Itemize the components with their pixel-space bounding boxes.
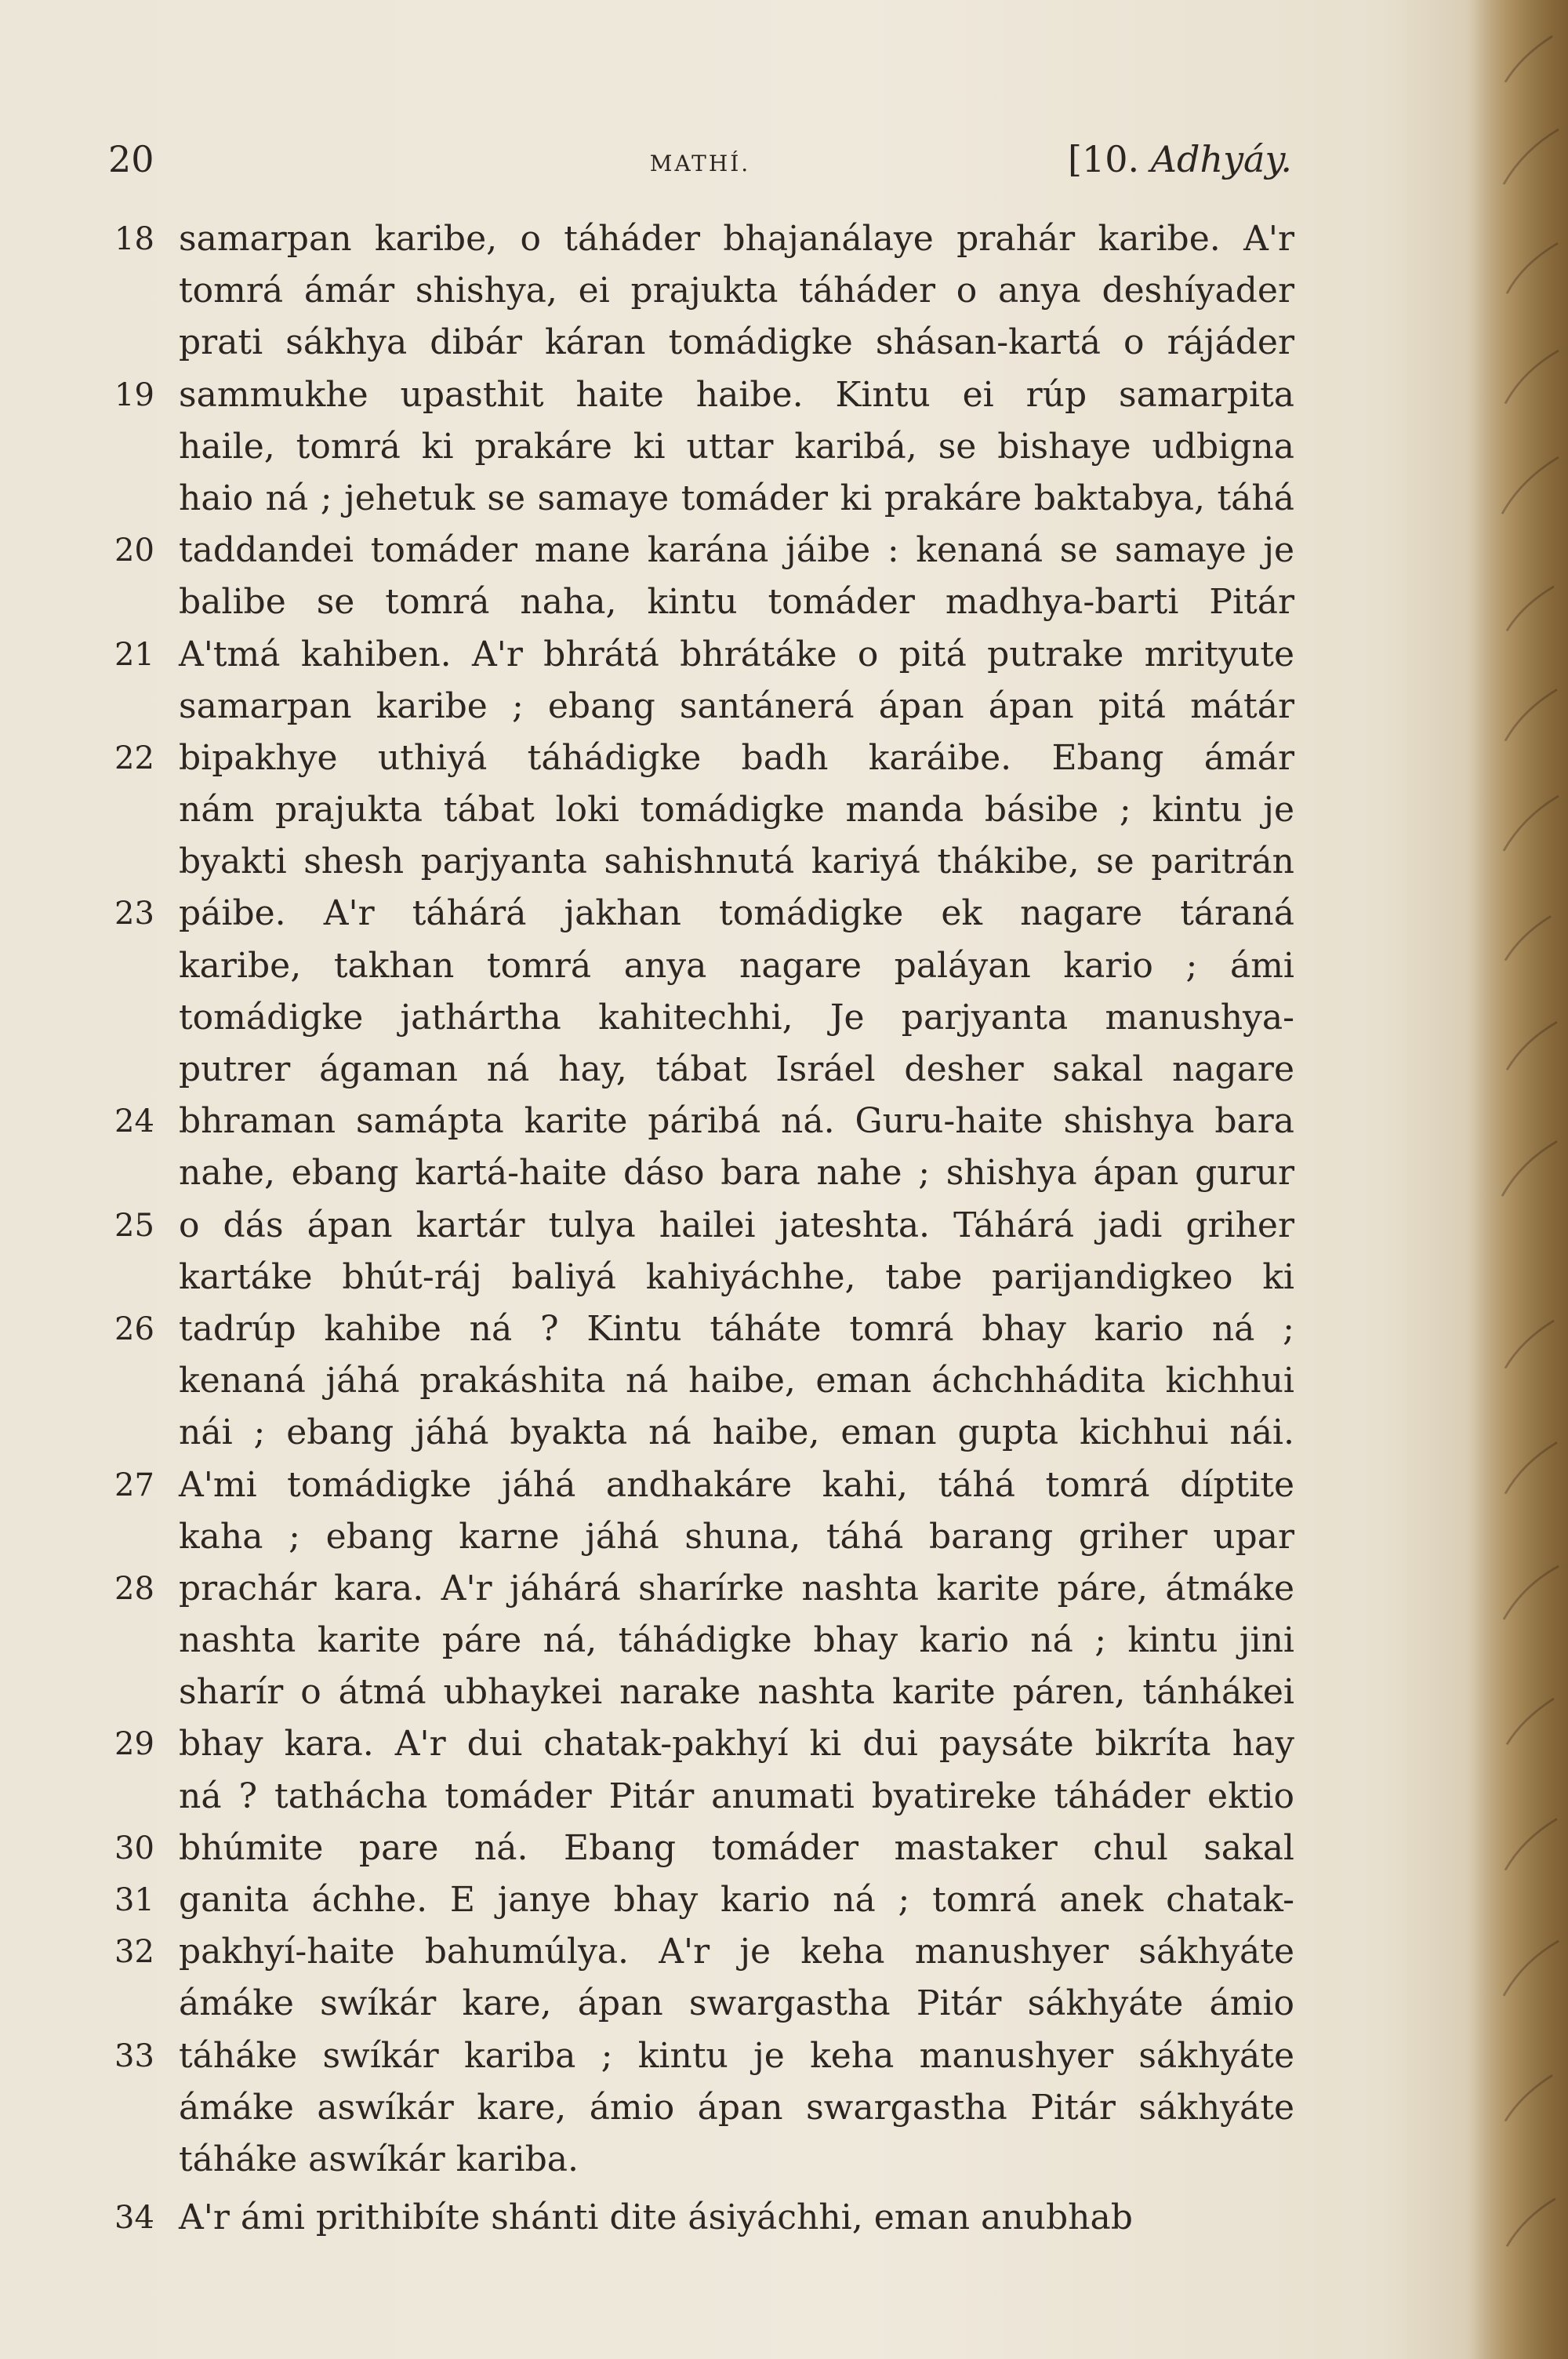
- text-line: [114, 317, 1294, 369]
- line-text: nái ; ebang jáhá byakta ná haibe, eman gupta kichhui nái.: [179, 1412, 1294, 1453]
- text-line: [114, 1200, 1294, 1252]
- text-line: [114, 473, 1294, 525]
- verse-number: 19: [114, 376, 154, 413]
- text-line: [114, 629, 1294, 681]
- text-line: [114, 784, 1294, 836]
- line-text: kenaná jáhá prakáshita ná haibe, eman áchchhádita kichhui: [179, 1361, 1294, 1401]
- text-line: [114, 1252, 1294, 1303]
- page-number: 20: [108, 138, 154, 180]
- chapter-label: Adhyáy.: [1150, 138, 1292, 180]
- text-line: [114, 1718, 1294, 1770]
- text-line: [114, 732, 1294, 784]
- text-line: [114, 1511, 1294, 1563]
- text-line: [114, 836, 1294, 888]
- line-text: ná ? tathácha tomáder Pitár anumati byatireke táháder ektio: [179, 1776, 1294, 1816]
- verse-number: 22: [114, 740, 154, 776]
- text-line: [114, 2192, 1294, 2244]
- verse-number: 30: [114, 1830, 154, 1866]
- text-line: [114, 1615, 1294, 1667]
- text-line: [114, 2134, 1294, 2186]
- text-line: [114, 421, 1294, 473]
- text-line: [114, 1667, 1294, 1718]
- line-text: bhúmite pare ná. Ebang tomáder mastaker chul sakal: [179, 1827, 1294, 1868]
- verse-number: 24: [114, 1103, 154, 1140]
- text-line: [114, 1459, 1294, 1511]
- text-line: [114, 888, 1294, 940]
- line-text: karibe, takhan tomrá anya nagare paláyan kario ; ámi: [179, 945, 1294, 986]
- running-head: [108, 132, 1292, 187]
- text-line: [114, 1407, 1294, 1459]
- verse-number: 34: [114, 2200, 154, 2237]
- text-line: [114, 576, 1294, 628]
- line-text: páibe. A'r táhárá jakhan tomádigke ek nagare táraná: [179, 893, 1294, 934]
- line-text: A'mi tomádigke jáhá andhakáre kahi, táhá tomrá díptite: [179, 1464, 1294, 1505]
- verse-number: 23: [114, 896, 154, 932]
- text-line: [114, 369, 1294, 421]
- line-text: samarpan karibe ; ebang santánerá ápan ápan pitá mátár: [179, 685, 1294, 726]
- line-text: tomádigke jathártha kahitechhi, Je parjyanta manushya-: [179, 997, 1294, 1038]
- text-line: [114, 213, 1294, 265]
- line-text: sammukhe upasthit haite haibe. Kintu ei rúp samarpita: [179, 374, 1294, 415]
- text-line: [114, 1926, 1294, 1978]
- line-text: putrer ágaman ná hay, tábat Isráel desher sakal nagare: [179, 1049, 1294, 1089]
- text-line: [114, 940, 1294, 992]
- line-text: nashta karite páre ná, táhádigke bhay kario ná ; kintu jini: [179, 1620, 1294, 1661]
- line-text: kartáke bhút-ráj baliyá kahiyáchhe, tabe parijandigkeo ki: [179, 1256, 1294, 1297]
- line-text: ámáke swíkár kare, ápan swargastha Pitár sákhyáte ámio: [179, 1983, 1294, 2024]
- verse-number: 26: [114, 1310, 154, 1347]
- line-text: byakti shesh parjyanta sahishnutá kariyá thákibe, se paritrán: [179, 841, 1294, 882]
- line-text: A'r ámi prithibíte shánti dite ásiyáchhi, eman anubhab: [179, 2197, 1133, 2238]
- verse-number: 18: [114, 221, 154, 257]
- line-text: prati sákhya dibár káran tomádigke shásan-kartá o rájáder: [179, 322, 1294, 363]
- line-text: samarpan karibe, o táháder bhajanálaye prahár karibe. A'r: [179, 219, 1294, 259]
- verse-number: 28: [114, 1570, 154, 1607]
- text-line: [114, 265, 1294, 317]
- line-text: pakhyí-haite bahumúlya. A'r je keha manushyer sákhyáte: [179, 1932, 1294, 1972]
- line-text: kaha ; ebang karne jáhá shuna, táhá barang griher upar: [179, 1516, 1294, 1557]
- line-text: nám prajukta tábat loki tomádigke manda básibe ; kintu je: [179, 790, 1294, 831]
- line-text: A'tmá kahiben. A'r bhrátá bhrátáke o pitá putrake mrityute: [179, 634, 1294, 674]
- verse-number: 29: [114, 1726, 154, 1763]
- chapter-reference: [1068, 132, 1292, 187]
- text-line: [114, 1563, 1294, 1615]
- line-text: ámáke aswíkár kare, ámio ápan swargastha Pitár sákhyáte: [179, 2087, 1294, 2128]
- line-text: sharír o átmá ubhaykei narake nashta karite páren, tánhákei: [179, 1672, 1294, 1713]
- text-line: [114, 1823, 1294, 1874]
- text-line: [114, 1771, 1294, 1823]
- text-line: [114, 2030, 1294, 2082]
- line-text: haio ná ; jehetuk se samaye tomáder ki prakáre baktabya, táhá: [179, 478, 1294, 518]
- line-text: nahe, ebang kartá-haite dáso bara nahe ; shishya ápan gurur: [179, 1153, 1294, 1194]
- line-text: tomrá ámár shishya, ei prajukta táháder o anya deshíyader: [179, 271, 1294, 311]
- line-text: tadrúp kahibe ná ? Kintu táháte tomrá bhay kario ná ;: [179, 1308, 1294, 1349]
- verse-number: 27: [114, 1467, 154, 1503]
- line-text: bipakhye uthiyá táhádigke badh karáibe. Ebang ámár: [179, 737, 1294, 778]
- line-text: ganita áchhe. E janye bhay kario ná ; tomrá anek chatak-: [179, 1880, 1294, 1920]
- verse-number: 33: [114, 2037, 154, 2074]
- line-text: táháke aswíkár kariba.: [179, 2139, 579, 2179]
- scripture-text-block: [114, 213, 1294, 2244]
- text-line: [114, 525, 1294, 576]
- line-text: bhay kara. A'r dui chatak-pakhyí ki dui paysáte bikríta hay: [179, 1724, 1294, 1765]
- verse-number: 21: [114, 636, 154, 673]
- facing-page-bleed-through: [1497, 27, 1564, 2357]
- verse-number: 32: [114, 1934, 154, 1971]
- paragraph-gap: [114, 2186, 1294, 2192]
- text-line: [114, 1044, 1294, 1096]
- line-text: bhraman samápta karite páribá ná. Guru-haite shishya bara: [179, 1101, 1294, 1142]
- chapter-number: [10.: [1068, 138, 1151, 180]
- text-line: [114, 1096, 1294, 1147]
- line-text: táháke swíkár kariba ; kintu je keha manushyer sákhyáte: [179, 2035, 1294, 2076]
- text-line: [114, 2082, 1294, 2134]
- text-line: [114, 1355, 1294, 1407]
- line-text: taddandei tomáder mane karána jáibe : kenaná se samaye je: [179, 530, 1294, 571]
- text-line: [114, 1147, 1294, 1199]
- text-line: [114, 992, 1294, 1044]
- verse-number: 20: [114, 533, 154, 569]
- line-text: balibe se tomrá naha, kintu tomáder madhya-barti Pitár: [179, 582, 1294, 623]
- line-text: o dás ápan kartár tulya hailei jateshta. Táhárá jadi griher: [179, 1205, 1294, 1245]
- verse-number: 25: [114, 1207, 154, 1244]
- running-title: MATHÍ.: [649, 151, 751, 176]
- line-text: haile, tomrá ki prakáre ki uttar karibá, se bishaye udbigna: [179, 426, 1294, 467]
- text-line: [114, 1978, 1294, 2030]
- text-line: [114, 1303, 1294, 1355]
- text-line: [114, 1874, 1294, 1926]
- bleed-texture: [1497, 27, 1564, 2310]
- verse-number: 31: [114, 1882, 154, 1918]
- text-line: [114, 681, 1294, 732]
- line-text: prachár kara. A'r jáhárá sharírke nashta karite páre, átmáke: [179, 1568, 1294, 1608]
